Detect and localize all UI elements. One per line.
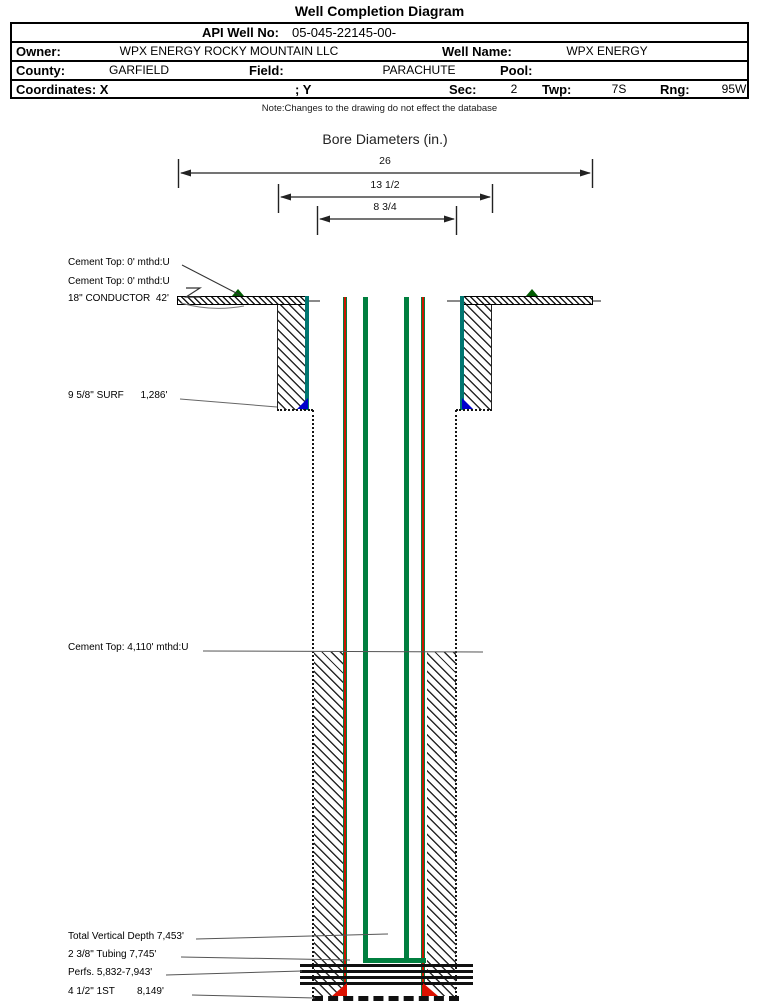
arrowhead-right-icon	[480, 194, 491, 201]
conductor-flange-right	[460, 296, 593, 305]
leader-cement-top-1	[182, 265, 240, 295]
arrowhead-right-icon	[444, 216, 455, 223]
database-note: Note:Changes to the drawing do not effect the database	[261, 103, 498, 114]
production-cement-right	[427, 652, 456, 996]
annotation-conductor: 18" CONDUCTOR 42'	[68, 293, 169, 304]
arrowhead-left-icon	[319, 216, 330, 223]
owner-value: WPX ENERGY ROCKY MOUNTAIN LLC	[119, 44, 339, 58]
well-name-value: WPX ENERGY	[566, 44, 648, 58]
owner-label: Owner:	[16, 44, 61, 59]
cement-top-marker-icon	[526, 289, 538, 296]
coordinates-y-label: ; Y	[295, 82, 312, 97]
leader-production-casing	[192, 995, 315, 998]
well-info-table	[10, 22, 749, 99]
pool-label: Pool:	[500, 63, 533, 78]
sec-value: 2	[510, 82, 518, 96]
production-cement-left	[314, 652, 343, 996]
county-value: GARFIELD	[108, 63, 169, 77]
annotation-cement-top-3: Cement Top: 4,110' mthd:U	[68, 642, 189, 653]
perforation-bar	[300, 964, 473, 967]
cement-top-marker-icon	[232, 289, 244, 296]
bore-diameter-8-3-4: 8 3/4	[373, 201, 397, 213]
bore-diameter-13-1-2: 13 1/2	[370, 179, 400, 191]
rng-value: 95W	[721, 82, 747, 96]
bore-diameter-26: 26	[379, 155, 391, 167]
arrowhead-left-icon	[280, 194, 291, 201]
tubing-line-right	[404, 297, 409, 963]
surface-casing-line-left	[305, 296, 309, 410]
hole-step-left	[277, 409, 313, 411]
surface-cement-column-left	[277, 305, 305, 410]
api-well-no-label: API Well No:	[201, 25, 279, 40]
arrowhead-left-icon	[180, 170, 191, 177]
casing-bottom-plug	[313, 996, 459, 1001]
arrowhead-right-icon	[580, 170, 591, 177]
annotation-total-vertical-depth: Total Vertical Depth 7,453'	[68, 931, 184, 942]
perforation-bar	[300, 976, 473, 979]
annotation-cement-top-1: Cement Top: 0' mthd:U	[68, 257, 170, 268]
annotation-cement-top-2: Cement Top: 0' mthd:U	[68, 276, 170, 287]
production-casing-line-right	[421, 297, 425, 997]
well-name-label: Well Name:	[442, 44, 512, 59]
table-row-owner	[14, 43, 745, 60]
hole-step-right	[456, 409, 492, 411]
leader-tvd	[196, 934, 388, 939]
conductor-flange-left	[177, 296, 309, 305]
sec-label: Sec:	[449, 82, 477, 97]
leader-surface-casing	[180, 399, 277, 407]
bore-diameters-heading: Bore Diameters (in.)	[322, 131, 448, 147]
tubing-bottom	[363, 958, 426, 963]
county-label: County:	[16, 63, 66, 78]
annotation-production-casing: 4 1/2" 1ST 8,149'	[68, 986, 164, 997]
annotation-perfs: Perfs. 5,832-7,943'	[68, 967, 153, 978]
surface-cement-column-right	[464, 305, 492, 410]
api-well-no-value: 05-045-22145-00-	[292, 25, 397, 40]
production-casing-line-left	[343, 297, 347, 997]
perforation-bar	[300, 970, 473, 973]
coordinates-label: Coordinates: X	[16, 82, 109, 97]
table-row-api	[14, 24, 745, 41]
annotation-surface-casing: 9 5/8" SURF 1,286'	[68, 390, 168, 401]
surface-casing-line-right	[460, 296, 464, 410]
field-label: Field:	[249, 63, 284, 78]
twp-value: 7S	[611, 82, 627, 96]
leader-perfs	[166, 971, 302, 975]
table-row-coordinates	[14, 81, 745, 97]
table-row-county	[14, 62, 745, 79]
page-title: Well Completion Diagram	[294, 3, 465, 19]
tubing-line-left	[363, 297, 368, 963]
rng-label: Rng:	[660, 82, 690, 97]
twp-label: Twp:	[542, 82, 572, 97]
field-value: PARACHUTE	[382, 63, 456, 77]
annotation-tubing: 2 3/8" Tubing 7,745'	[68, 949, 157, 960]
perforation-bar	[300, 982, 473, 985]
